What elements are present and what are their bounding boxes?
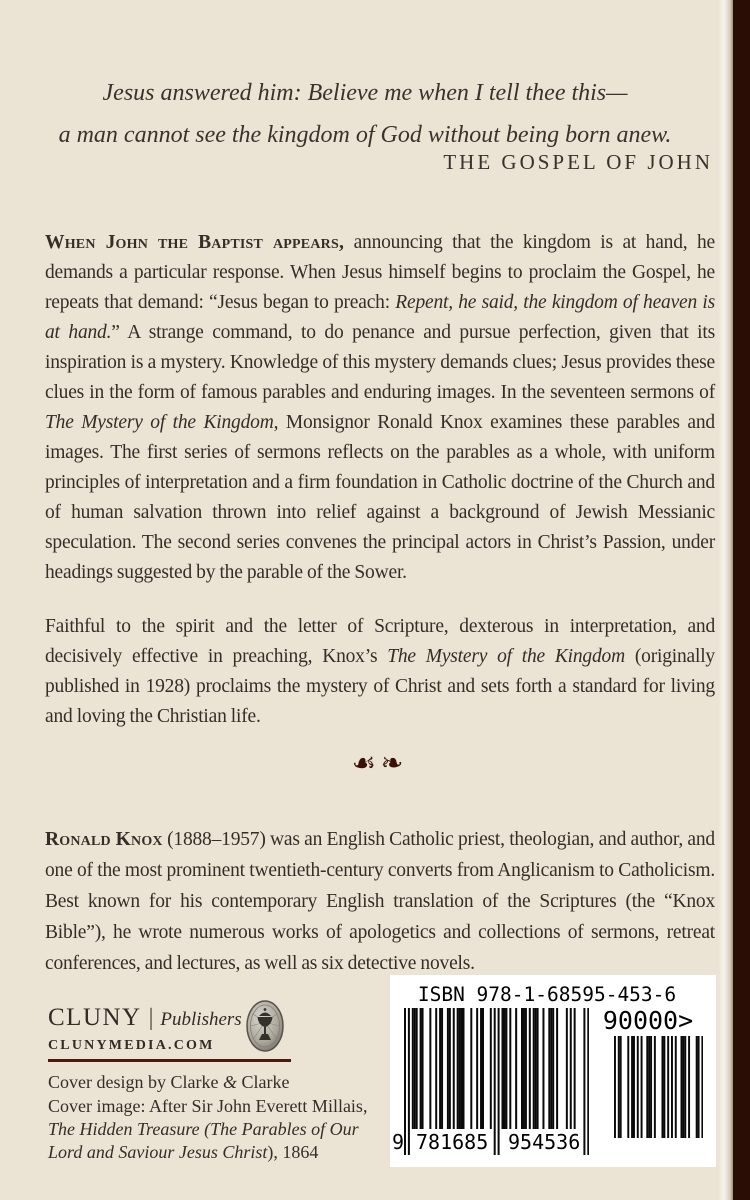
text-run: ” A strange command, to do penance and pursue perfection, given that its inspiration is a mystery. Knowledge of this mystery demands clues; Jesus provides these clues in the form of famous parables and enduring images. In the seventeen sermons of <box>45 322 715 403</box>
cover-image-credit: Cover image: After Sir John Everett Millais, <box>48 1096 368 1116</box>
ean-digit-group: 9 <box>392 1130 405 1154</box>
publisher-website: CLUNYMEDIA.COM <box>48 1038 215 1053</box>
cover-image-title-line-1: The Hidden Treasure (The Parables of Our <box>48 1119 359 1139</box>
epigraph-attribution: THE GOSPEL OF JOHN <box>443 150 713 174</box>
epigraph-line-1: Jesus answered him: Believe me when I tell thee this— <box>102 80 628 106</box>
publisher-divider: | <box>148 1005 154 1031</box>
text-run: Lord and Saviour Jesus Christ <box>48 1142 268 1162</box>
ean5-addon-barcode <box>614 1036 703 1142</box>
text-run: , Monsignor Ronald Knox examines these parables and images. The first series of sermons reflects on the parables as a whole, with uniform principles of interpretation and a firm foundation in Catholic doctrine of the Church and of human salvation thrown into relief against a background of Jewish Messianic speculation. The second series convenes the principal actors in Christ’s Passion, under headings suggested by the parable of the Sower. <box>45 412 715 583</box>
text-run: (1888–1957) was an English Catholic priest, theologian, and author, and one of the most prominent twentieth-century converts from Anglicanism to Catholicism. Best known for his contemporary English translation of the Scriptures (the “Knox Bible”), he wrote numerous works of apologetics and collections of sermons, retreat conferences, and lectures, as well as six detective novels. <box>45 829 715 974</box>
publisher-logotype <box>48 1004 242 1032</box>
publisher-name: CLUNY <box>48 1004 142 1031</box>
ean-digit-group: 954536 <box>508 1130 581 1154</box>
text-run: Cover design by Clarke <box>48 1072 223 1092</box>
text-run: Faithful to the spirit and the letter of Scripture, dexterous in interpretation, and decisively effective in preaching, Knox’s <box>45 616 715 667</box>
synopsis-paragraph-2 <box>45 612 715 732</box>
epigraph-quote <box>30 72 700 156</box>
isbn-barcode-panel <box>390 975 716 1167</box>
text-run: The Mystery of the Kingdom <box>387 646 625 667</box>
isbn-number: ISBN 978-1-68595-453-6 <box>417 983 677 1006</box>
text-run: (originally published in 1928) proclaims the mystery of Christ and sets forth a standard for living and loving the Christian life. <box>45 646 715 727</box>
barcode-price-code: 90000> <box>602 1006 694 1035</box>
ean-digit-group: 781685 <box>416 1130 489 1154</box>
text-run: & <box>222 1072 237 1092</box>
spine-crease <box>718 0 733 1200</box>
cluny-chalice-seal-icon <box>246 1000 284 1052</box>
cover-image-title-line-2 <box>48 1142 318 1163</box>
text-run: announcing that the kingdom is at hand, he demands a particular response. When Jesus himself begins to proclaim the Gospel, he repeats that demand: “Jesus began to preach: <box>45 232 715 313</box>
synopsis-paragraph-1 <box>45 228 715 588</box>
text-run: Ronald Knox <box>45 829 163 850</box>
text-run: The Mystery of the Kingdom <box>45 412 274 433</box>
right-edge-stripe <box>733 0 750 1200</box>
credits-divider-rule <box>48 1059 291 1062</box>
text-run: Repent, he said, the kingdom of heaven is at hand. <box>45 292 715 343</box>
cover-design-credit <box>48 1072 289 1093</box>
author-bio <box>45 824 715 979</box>
publisher-tagline: Publishers <box>160 1009 242 1030</box>
fleuron-ornament-icon: ☙❧ <box>351 748 409 779</box>
text-run: ), 1864 <box>267 1142 319 1162</box>
epigraph-line-2: a man cannot see the kingdom of God without being born anew. <box>58 122 672 148</box>
text-run: When John the Baptist appears, <box>45 232 345 253</box>
text-run: Clarke <box>236 1072 290 1092</box>
